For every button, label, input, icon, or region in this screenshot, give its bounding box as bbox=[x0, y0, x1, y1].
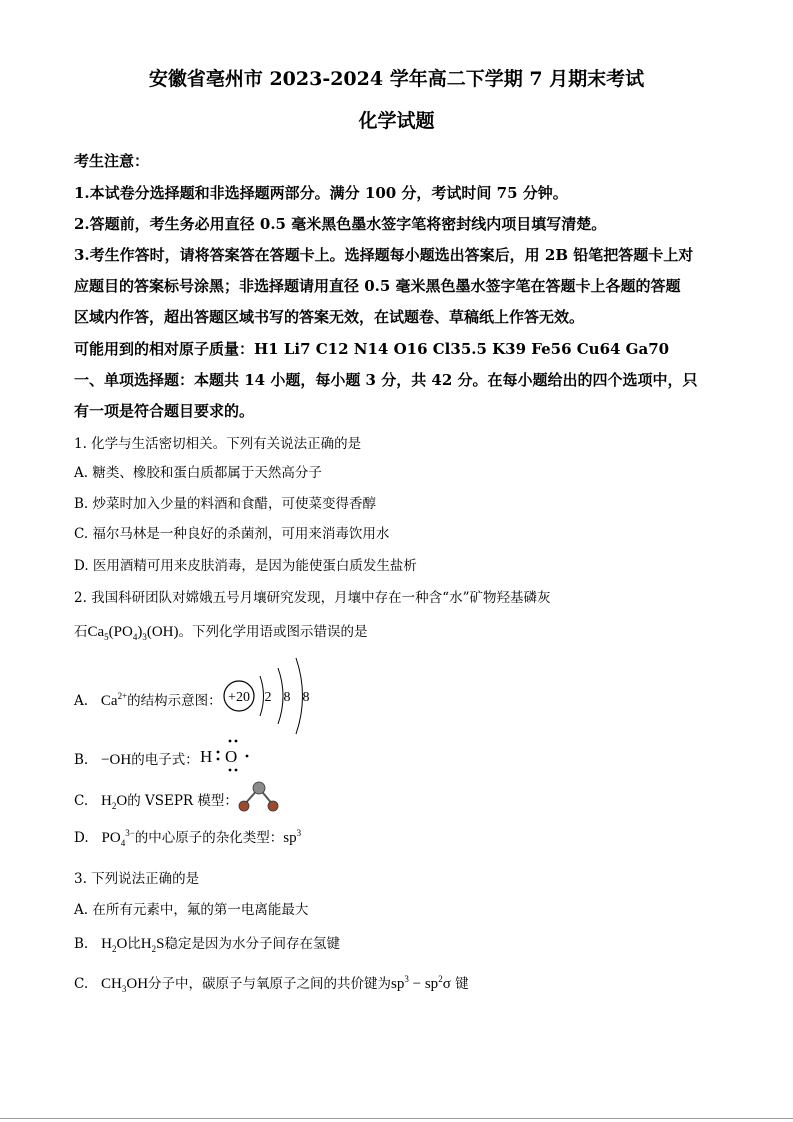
q1-option-c: C. 福尔马林是一种良好的杀菌剂，可用来消毒饮用水 bbox=[74, 526, 390, 542]
oxygen-atom bbox=[253, 782, 265, 794]
shell-electrons-3: 8 bbox=[302, 690, 310, 705]
page-bottom-rule bbox=[0, 1118, 793, 1119]
methanol-formula: $CH_3OH$ bbox=[101, 976, 149, 994]
q3-option-c: C. $CH_3OH$分子中，碳原子与氧原子之间的共价键为$sp^3 - sp^2\sigma$ 键 bbox=[74, 974, 469, 994]
q1-option-a: A. 糖类、橡胶和蛋白质都属于天然高分子 bbox=[74, 465, 322, 481]
phosphate-formula: $PO_4^{3-}$ bbox=[101, 828, 135, 848]
q1-stem: 1. 化学与生活密切相关。下列有关说法正确的是 bbox=[74, 436, 362, 452]
shell-electrons-2: 8 bbox=[283, 690, 291, 705]
shell-arc-1 bbox=[260, 676, 264, 716]
notice-item-2: 2.答题前，考生务必用直径 0.5 毫米黑色墨水签字笔将密封线内项目填写清楚。 bbox=[74, 215, 607, 233]
q2-option-c: C. $H_2O$的 VSEPR 模型： bbox=[74, 793, 238, 811]
water-formula: $H_2O$ bbox=[101, 936, 128, 954]
notice-item-3-line3: 区域内作答，超出答题区域书写的答案无效，在试题卷、草稿纸上作答无效。 bbox=[74, 308, 585, 326]
notice-item-3-line1: 3.考生作答时，请将答案答在答题卡上。选择题每小题选出答案后，用 2B 铅笔把答题卡上对 bbox=[74, 246, 694, 264]
q1-option-d: D. 医用酒精可用来皮肤消毒，是因为能使蛋白质发生盐析 bbox=[74, 558, 417, 574]
lewis-o: O bbox=[225, 747, 238, 766]
hydrogen-atom bbox=[268, 801, 278, 811]
section1-line2: 有一项是符合题目要求的。 bbox=[74, 402, 255, 420]
nucleus-charge: +20 bbox=[228, 690, 250, 705]
section1-line1: 一、单项选择题：本题共 14 小题，每小题 3 分，共 42 分。在每小题给出的四个选项中，只 bbox=[74, 371, 698, 389]
q2-stem-line2 bbox=[74, 620, 368, 642]
notice-item-3-line2: 应题目的答案标号涂黑；非选择题请用直径 0.5 毫米黑色墨水签字笔在答题卡上各题的答题 bbox=[74, 277, 681, 295]
q2-stem-pre: 石 bbox=[74, 624, 88, 640]
q2-option-b: B. −OH的电子式： bbox=[74, 752, 199, 768]
shell-electrons-1: 2 bbox=[264, 690, 272, 705]
hydroxyl-electron-dot-diagram bbox=[198, 736, 258, 776]
q1-option-b: B. 炒菜时加入少量的料酒和食醋，可使菜变得香醇 bbox=[74, 496, 377, 512]
bond-type: $sp^3 - sp^2\sigma$ bbox=[391, 974, 451, 992]
q2-stem-post: 。下列化学用语或图示错误的是 bbox=[178, 624, 368, 640]
shell-arc-2 bbox=[278, 668, 283, 724]
notice-item-1: 1.本试卷分选择题和非选择题两部分。满分 100 分，考试时间 75 分钟。 bbox=[74, 184, 568, 202]
q2-option-a: A. $Ca^{2+}$的结构示意图： bbox=[74, 691, 222, 709]
atomic-masses: 可能用到的相对原子质量：H1 Li7 C12 N14 O16 Cl35.5 K39 Fe56 Cu64 Ga70 bbox=[74, 340, 670, 358]
exam-title: 安徽省亳州市 2023-2024 学年高二下学期 7 月期末考试 bbox=[148, 68, 645, 90]
notice-heading: 考生注意： bbox=[74, 152, 150, 170]
water-formula: $H_2O$ bbox=[101, 793, 128, 811]
q3-stem: 3. 下列说法正确的是 bbox=[74, 871, 200, 887]
q2-option-d: D. $PO_4^{3-}$的中心原子的杂化类型：$sp^3$ bbox=[74, 828, 302, 848]
q3-option-a: A. 在所有元素中，氟的第一电离能最大 bbox=[74, 902, 309, 918]
hydrogen-atom bbox=[239, 801, 249, 811]
hydroxyapatite-formula: $Ca_5(PO_4)_3(OH)$ bbox=[87, 624, 179, 642]
lewis-h: H bbox=[200, 747, 213, 766]
ca-ion-formula: $Ca^{2+}$ bbox=[100, 691, 128, 709]
hybridization-answer: $sp^3$ bbox=[283, 828, 302, 846]
water-vsepr-model bbox=[235, 780, 283, 814]
q2-stem-line1: 2. 我国科研团队对嫦娥五号月壤研究发现，月壤中存在一种含“水”矿物羟基磷灰 bbox=[74, 590, 551, 606]
hydrogen-sulfide-formula: $H_2S$ bbox=[140, 936, 165, 954]
ca-ion-structure-diagram bbox=[222, 654, 322, 736]
q3-option-b: B. $H_2O$比$H_2S$稳定是因为水分子间存在氢键 bbox=[74, 936, 340, 954]
exam-subtitle: 化学试题 bbox=[358, 110, 435, 132]
hydroxyl-formula: −OH bbox=[101, 752, 132, 768]
